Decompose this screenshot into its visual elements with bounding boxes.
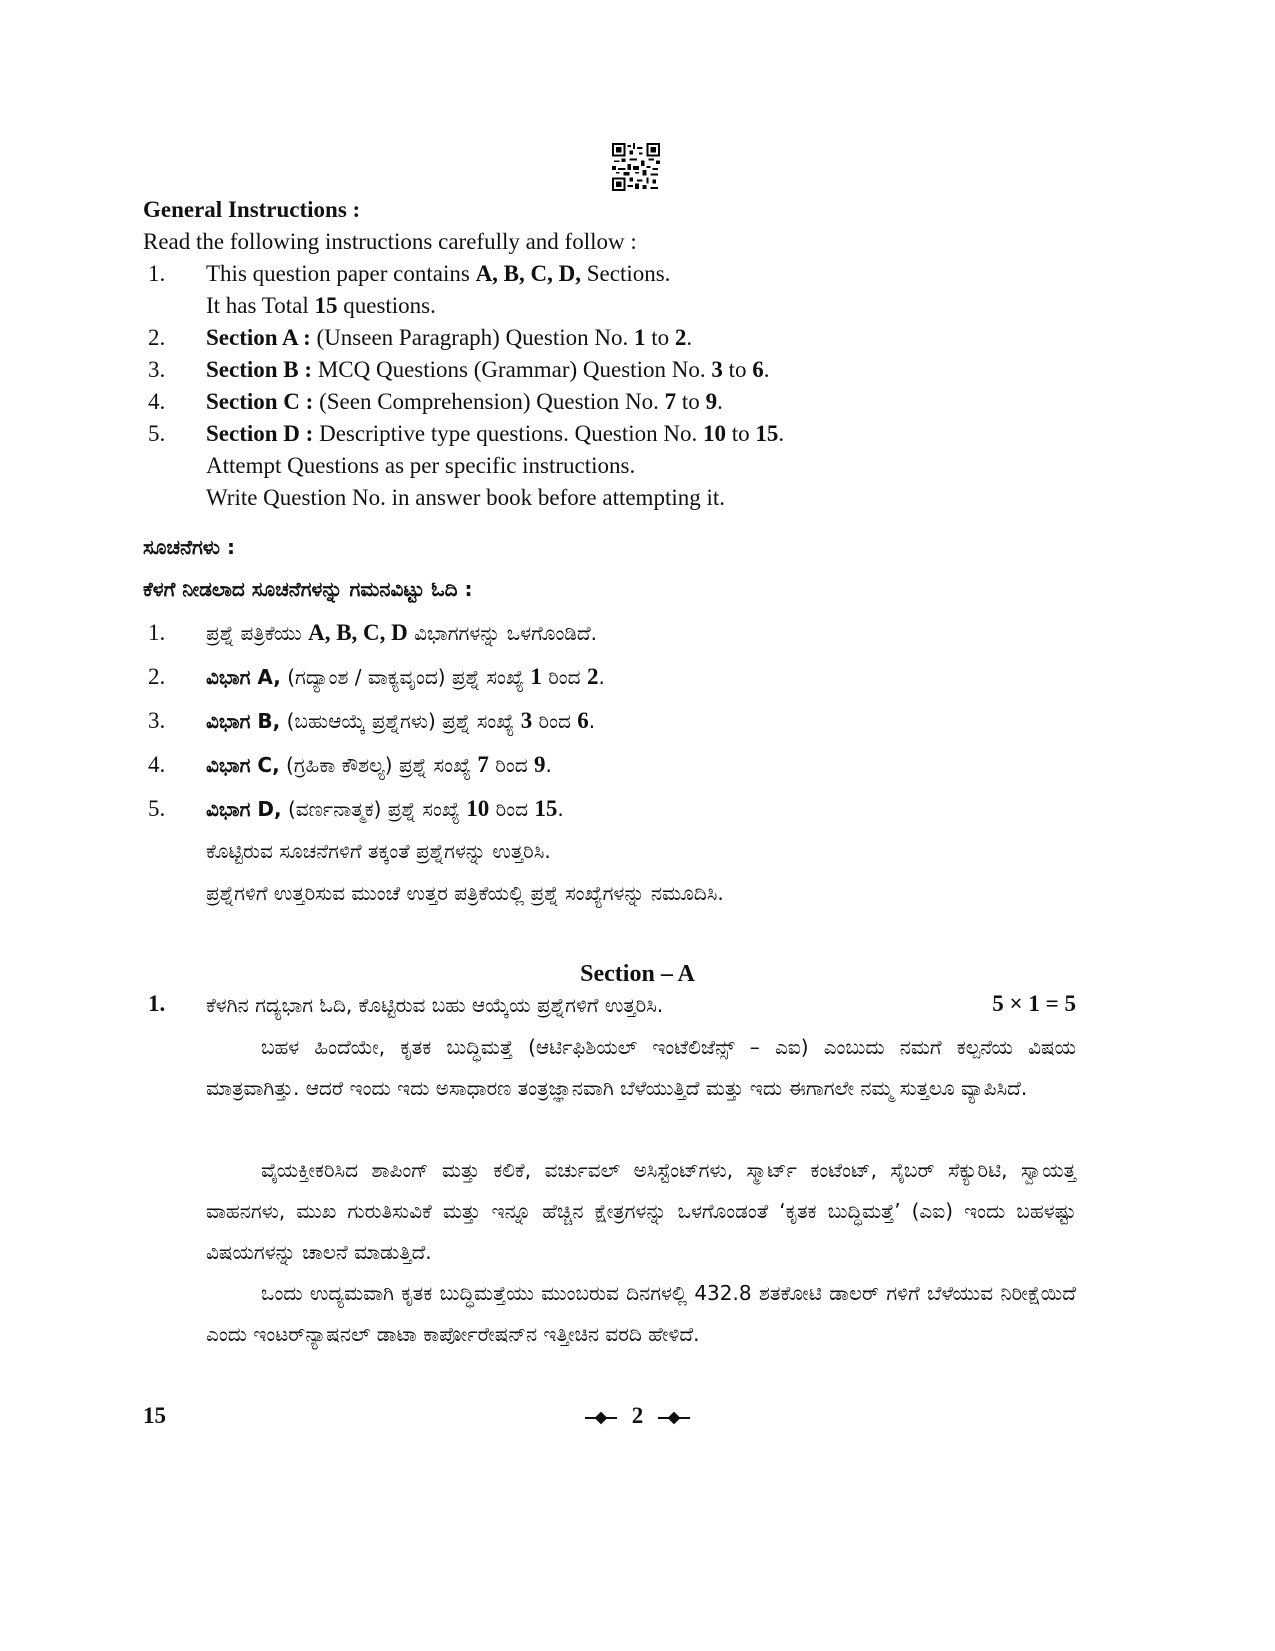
section-a-title: Section – A <box>580 961 695 987</box>
item-bold: 3 <box>711 357 723 382</box>
general-item-3 <box>0 354 1275 386</box>
paragraph-text: ಬಹಳ ಹಿಂದೆಯೇ, ಕೃತಕ ಬುದ್ಧಿಮತ್ತೆ (ಆರ್ಟಿಫಿಶಿಯಲ್ ಇಂಟೆಲಿಜೆನ್ಸ್ – ಎಐ) ಎಂಬುದು ನಮಗೆ ಕಲ್ಪನೆಯ ವಿಷಯ ಮಾತ್ರವಾಗಿತ್ತು. ಆದರೆ ಇಂದು ಇದು ಅಸಾಧಾರಣ ತಂತ್ರಜ್ಞಾನವಾಗಿ ಬೆಳೆಯುತ್ತಿದೆ ಮತ್ತು ಇದು ಈಗಾಗಲೇ ನಮ್ಮ ಸುತ್ತಲೂ ವ್ಯಾಪಿಸಿದೆ. <box>206 1035 1076 1100</box>
item-bold: 15 <box>534 796 558 821</box>
item-bold: 7 <box>664 389 677 414</box>
item-text: ಪ್ರಶ್ನೆ ಪತ್ರಿಕೆಯು <box>206 621 309 645</box>
item-bold: 3 <box>520 708 533 733</box>
question-text: ಕೆಳಗಿನ ಗದ್ಯಭಾಗ ಓದಿ, ಕೊಟ್ಟಿರುವ ಬಹು ಆಯ್ಕೆಯ ಪ್ರಶ್ನೆಗಳಿಗೆ ಉತ್ತರಿಸಿ. <box>206 993 664 1017</box>
paragraph-text: ಒಂದು ಉದ್ಯಮವಾಗಿ ಕೃತಕ ಬುದ್ಧಿಮತ್ತೆಯು ಮುಂಬರುವ ದಿನಗಳಲ್ಲಿ 432.8 ಶತಕೋಟಿ ಡಾಲರ್ ಗಳಿಗೆ ಬೆಳೆಯುವ ನಿರೀಕ್ಷೆಯಿದೆ ಎಂದು ಇಂಟರ್‌ನ್ಯಾಷನಲ್ ಡಾಟಾ ಕಾರ್ಪೋರೇಷನ್‌ನ ಇತ್ತೀಚಿನ ವರದಿ ಹೇಳಿದೆ. <box>206 1281 1076 1346</box>
section-label: ವಿಭಾಗ B, <box>206 709 281 733</box>
kannada-item-3 <box>0 706 1275 736</box>
section-label: Section C : <box>206 389 314 414</box>
passage-paragraph-2 <box>206 1150 1076 1273</box>
item-number: 1. <box>148 620 166 645</box>
general-item-2 <box>0 322 1275 354</box>
general-item-1 <box>0 258 1275 290</box>
item-text: (ವರ್ಣನಾತ್ಮಕ) ಪ್ರಶ್ನೆ ಸಂಖ್ಯೆ <box>281 797 467 821</box>
item-number: 2. <box>148 664 166 689</box>
kannada-note-write: ಪ್ರಶ್ನೆಗಳಿಗೆ ಉತ್ತರಿಸುವ ಮುಂಚೆ ಉತ್ತರ ಪತ್ರಿಕೆಯಲ್ಲಿ ಪ್ರಶ್ನೆ ಸಂಖ್ಯೆಗಳನ್ನು ನಮೂದಿಸಿ. <box>206 881 724 905</box>
item-bold: 7 <box>477 752 489 777</box>
general-item-4 <box>0 386 1275 418</box>
footer-page-number-wrap <box>0 1400 1275 1432</box>
item-bold: 6 <box>752 357 764 382</box>
item-number: 2. <box>148 325 166 350</box>
item-text: ರಿಂದ <box>541 665 587 689</box>
item-number: 4. <box>148 752 166 777</box>
item-text: . <box>717 389 723 414</box>
item-text: (Seen Comprehension) Question No. <box>313 389 665 414</box>
item-bold: 6 <box>577 708 589 733</box>
item-bold: 2 <box>586 664 599 689</box>
item-text: ರಿಂದ <box>532 709 578 733</box>
item-text: (ಬಹುಆಯ್ಕೆ ಪ್ರಶ್ನೆಗಳು) ಪ್ರಶ್ನೆ ಸಂಖ್ಯೆ <box>280 709 521 733</box>
item-text: Descriptive type questions. Question No. <box>313 421 703 446</box>
item-text: (ಗ್ರಹಿಕಾ ಕೌಶಲ್ಯ) ಪ್ರಶ್ನೆ ಸಂಖ್ಯೆ <box>279 753 478 777</box>
item-text: . <box>778 421 785 446</box>
section-label: ವಿಭಾಗ D, <box>206 797 282 821</box>
section-label: ವಿಭಾಗ C, <box>206 753 280 777</box>
passage-paragraph-3 <box>206 1273 1076 1355</box>
item-bold: 10 <box>703 421 726 446</box>
question-number: 1. <box>148 991 166 1016</box>
item-bold: 9 <box>533 752 546 777</box>
section-label: Section D : <box>206 421 314 446</box>
section-label: ವಿಭಾಗ A, <box>206 665 281 689</box>
general-note-write: Write Question No. in answer book before attempting it. <box>206 485 726 510</box>
item-text: to <box>726 421 756 446</box>
kannada-item-1 <box>0 618 1275 648</box>
item-text: ರಿಂದ <box>489 797 535 821</box>
item-bold: 9 <box>705 389 718 414</box>
item-text: MCQ Questions (Grammar) Question No. <box>312 357 712 382</box>
item-text: . <box>545 753 552 777</box>
section-label: Section B : <box>206 357 313 382</box>
ornament-left-icon <box>584 1411 618 1425</box>
item-bold: 15 <box>755 421 779 446</box>
item-text: . <box>557 797 564 821</box>
item-number: 3. <box>148 708 166 733</box>
item-text: ರಿಂದ <box>488 753 534 777</box>
item-number: 3. <box>148 357 166 382</box>
item-text: (ಗದ್ಯಾಂಶ / ವಾಕ್ಯವೃಂದ) ಪ್ರಶ್ನೆ ಸಂಖ್ಯೆ <box>280 665 531 689</box>
item-bold: A, B, C, D <box>308 620 408 645</box>
item-text: Sections. <box>580 261 671 286</box>
item-bold: 1 <box>633 325 646 350</box>
item-bold: 15 <box>314 293 338 318</box>
item-text: ವಿಭಾಗಗಳನ್ನು ಒಳಗೊಂಡಿದೆ. <box>407 621 597 645</box>
item-number: 4. <box>148 389 166 414</box>
kannada-instructions-heading: ಸೂಚನೆಗಳು : <box>143 535 235 559</box>
general-item-5 <box>0 418 1275 450</box>
item-text: (Unseen Paragraph) Question No. <box>310 325 634 350</box>
question-marks: 5 × 1 = 5 <box>992 991 1076 1016</box>
qr-code-image <box>612 143 660 191</box>
item-bold: 10 <box>466 796 490 821</box>
general-note-attempt: Attempt Questions as per specific instructions. <box>206 453 636 478</box>
item-text: . <box>588 709 596 733</box>
general-item-1-continued <box>0 290 1275 322</box>
kannada-instructions-intro: ಕೆಳಗೆ ನೀಡಲಾದ ಸೂಚನೆಗಳನ್ನು ಗಮನವಿಟ್ಟು ಓದಿ : <box>143 577 473 601</box>
item-number: 5. <box>148 796 166 821</box>
item-bold: 2 <box>674 325 687 350</box>
section-label: Section A : <box>206 325 311 350</box>
item-number: 1. <box>148 261 166 286</box>
kannada-item-4 <box>0 750 1275 780</box>
item-text: . <box>763 357 770 382</box>
paragraph-text: ವೈಯಕ್ತೀಕರಿಸಿದ ಶಾಪಿಂಗ್ ಮತ್ತು ಕಲಿಕೆ, ವರ್ಚುವಲ್ ಅಸಿಸ್ಟೆಂಟ್‌ಗಳು, ಸ್ಮಾರ್ಟ್ ಕಂಟೆಂಟ್, ಸೈಬರ್ ಸೆಕ್ಯುರಿಟಿ, ಸ್ವಾಯತ್ತ ವಾಹನಗಳು, ಮುಖ ಗುರುತಿಸುವಿಕೆ ಮತ್ತು ಇನ್ನೂ ಹೆಚ್ಚಿನ ಕ್ಷೇತ್ರಗಳನ್ನು ಒಳಗೊಂಡಂತೆ ‘ಕೃತಕ ಬುದ್ಧಿಮತ್ತೆ’ (ಎಐ) ಇಂದು ಬಹಳಷ್ಟು ವಿಷಯಗಳನ್ನು ಚಾಲನೆ ಮಾಡುತ್ತಿದೆ. <box>206 1158 1076 1264</box>
kannada-item-2 <box>0 662 1275 692</box>
general-instructions-heading: General Instructions : <box>143 197 361 222</box>
page-number: 2 <box>631 1403 644 1428</box>
passage-paragraph-1 <box>206 1027 1076 1109</box>
item-text: to <box>645 325 675 350</box>
item-number: 5. <box>148 421 166 446</box>
item-text: to <box>722 357 753 382</box>
item-text: . <box>686 325 693 350</box>
item-text: to <box>676 389 706 414</box>
item-bold: A, B, C, D, <box>475 261 581 286</box>
footer-code: 15 <box>143 1403 166 1428</box>
item-text: . <box>598 665 605 689</box>
item-text: questions. <box>337 293 436 318</box>
kannada-item-5 <box>0 794 1275 824</box>
item-bold: 1 <box>530 664 542 689</box>
ornament-right-icon <box>657 1411 691 1425</box>
general-instructions-intro: Read the following instructions carefully and follow : <box>143 229 637 254</box>
item-text: It has Total <box>206 293 315 318</box>
item-text: This question paper contains <box>206 261 476 286</box>
kannada-note-attempt: ಕೊಟ್ಟಿರುವ ಸೂಚನೆಗಳಿಗೆ ತಕ್ಕಂತೆ ಪ್ರಶ್ನೆಗಳನ್ನು ಉತ್ತರಿಸಿ. <box>206 839 551 863</box>
